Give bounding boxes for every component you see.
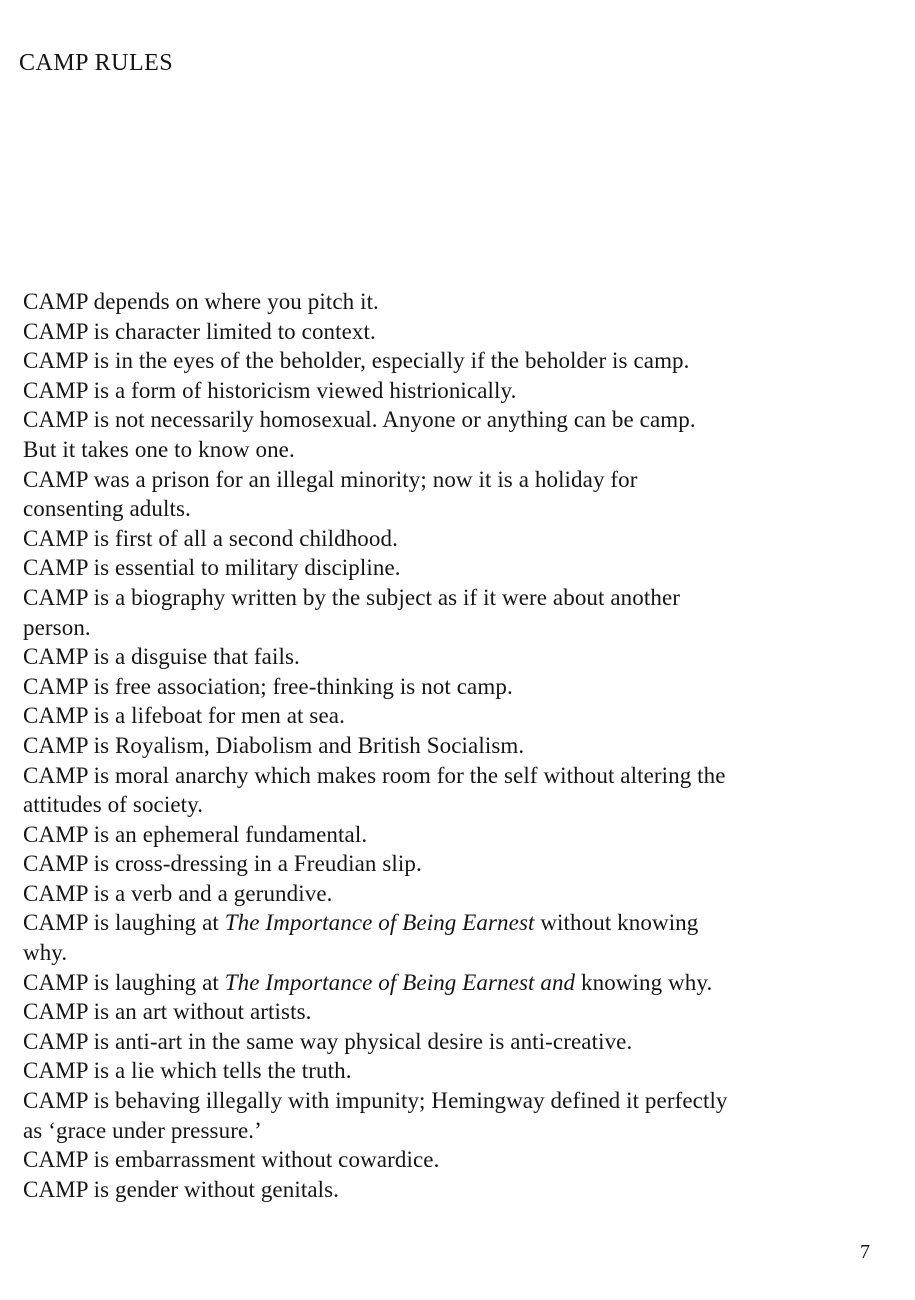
rules-list [23, 287, 735, 1204]
rule-item: CAMP is a lie which tells the truth. [23, 1058, 352, 1084]
rule-italic-title: The Importance of Being Earnest [224, 910, 535, 936]
rule-item: CAMP is embarrassment without cowardice. [23, 1147, 440, 1173]
rule-text: without knowing why. [23, 910, 699, 966]
rule-item: CAMP is gender without genitals. [23, 1176, 340, 1202]
rule-item: CAMP is a verb and a gerundive. [23, 880, 333, 906]
page-number: 7 [860, 1241, 870, 1263]
rule-item: CAMP is an art without artists. [23, 999, 312, 1025]
rule-item [23, 968, 735, 998]
rule-item: CAMP is a biography written by the subject as if it were about another person. [23, 584, 681, 640]
rule-item [23, 908, 735, 967]
rule-item: CAMP is in the eyes of the beholder, especially if the beholder is camp. [23, 348, 690, 374]
rule-text: CAMP is laughing at [23, 910, 225, 936]
rule-item: CAMP is a form of historicism viewed histrionically. [23, 377, 517, 403]
rule-item: CAMP is free association; free-thinking is not camp. [23, 673, 513, 699]
rule-item: CAMP is anti-art in the same way physical desire is anti-creative. [23, 1028, 633, 1054]
rule-item: CAMP is essential to military discipline. [23, 555, 401, 581]
rule-italic-title: The Importance of Being Earnest and [224, 969, 576, 995]
rule-item: CAMP was a prison for an illegal minority; now it is a holiday for consenting adults. [23, 466, 638, 522]
rule-item: CAMP is a lifeboat for men at sea. [23, 703, 345, 729]
rule-text: CAMP is laughing at [23, 969, 225, 995]
rule-item: CAMP is a disguise that fails. [23, 644, 300, 670]
page-title: CAMP RULES [19, 50, 174, 76]
rule-item: CAMP is cross-dressing in a Freudian slip. [23, 851, 422, 877]
rule-item: CAMP is an ephemeral fundamental. [23, 821, 368, 847]
rule-item: CAMP is first of all a second childhood. [23, 525, 398, 551]
rule-text: knowing why. [575, 969, 713, 995]
rule-item: CAMP is moral anarchy which makes room for the self without altering the attitudes of society. [23, 762, 726, 818]
rule-item: CAMP is Royalism, Diabolism and British Socialism. [23, 732, 525, 758]
rule-item: CAMP is not necessarily homosexual. Anyone or anything can be camp. But it takes one to know one. [23, 407, 696, 462]
rule-item: CAMP is behaving illegally with impunity; Hemingway defined it perfectly as ‘grace under pressure.’ [23, 1088, 728, 1143]
rule-item: CAMP is character limited to context. [23, 318, 376, 344]
rule-item: CAMP depends on where you pitch it. [23, 289, 379, 314]
